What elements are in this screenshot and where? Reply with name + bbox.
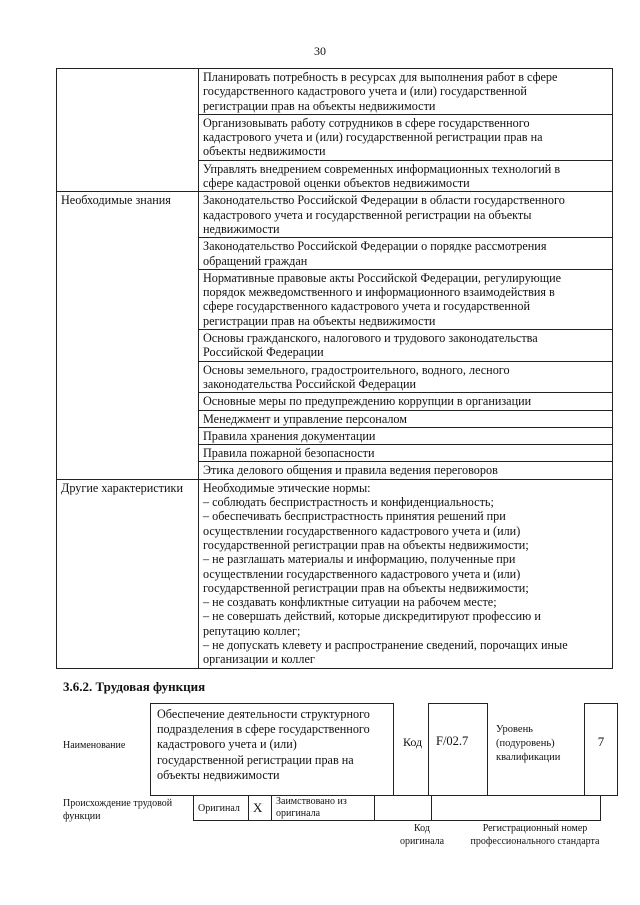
- content-line: регистрации прав на объекты недвижимости: [203, 313, 436, 328]
- content-line: Правила хранения документации: [203, 428, 376, 443]
- content-line: Необходимые этические нормы:: [203, 480, 371, 495]
- content-line: Планировать потребность в ресурсах для выполнения работ в сфере: [203, 70, 558, 84]
- content-line: недвижимости: [203, 221, 280, 236]
- row-content: [199, 479, 613, 668]
- content-line: – не совершать действий, которые дискредитируют профессию и: [203, 609, 541, 624]
- code-caption-line: оригинала: [399, 836, 445, 847]
- table-row: [57, 479, 613, 668]
- content-line: Законодательство Российской Федерации о порядке рассмотрения: [203, 239, 547, 254]
- row-content: [199, 192, 613, 238]
- content-line: Организовывать работу сотрудников в сфере государственного: [203, 115, 530, 130]
- content-line: Российской Федерации: [203, 345, 324, 360]
- origin-label-line: функции: [63, 811, 101, 822]
- code-caption-line: Код: [414, 823, 430, 834]
- row-content: [199, 410, 613, 427]
- borrowed-line: Заимствовано из: [276, 796, 347, 807]
- row-label: [57, 69, 199, 192]
- content-line: государственной регистрации прав на объекты недвижимости;: [203, 537, 529, 552]
- qualification-level: 7: [584, 703, 618, 796]
- borrowed-label: [272, 796, 375, 821]
- content-line: Правила пожарной безопасности: [203, 446, 375, 461]
- original-code-cell: [375, 796, 432, 821]
- code-caption: [392, 822, 452, 848]
- content-line: законодательства Российской Федерации: [203, 376, 417, 391]
- level-label: [496, 723, 560, 765]
- code-label: Код: [403, 735, 423, 749]
- row-label: Другие характеристики: [57, 479, 199, 668]
- origin-table: [193, 795, 601, 821]
- content-line: порядок межведомственного и информационного взаимодействия в: [203, 285, 555, 300]
- row-content: [199, 330, 613, 362]
- content-line: сфере кадастровой оценки объектов недвижимости: [203, 176, 470, 191]
- original-label: Оригинал: [194, 796, 249, 821]
- row-content: [199, 114, 613, 160]
- original-mark: X: [249, 796, 272, 821]
- function-name-line: кадастрового учета и (или): [157, 737, 297, 752]
- table-row: [57, 192, 613, 238]
- row-content: [199, 427, 613, 444]
- content-line: обращений граждан: [203, 253, 308, 268]
- content-line: кадастрового учета и (или) государственной регистрации прав на: [203, 130, 543, 145]
- section-heading: 3.6.2. Трудовая функция: [63, 679, 206, 694]
- row-label: Необходимые знания: [57, 192, 199, 479]
- registration-number-cell: [432, 796, 601, 821]
- origin-label: [63, 797, 172, 823]
- row-content: [199, 445, 613, 462]
- page-number: 30: [314, 44, 326, 58]
- row-content: [199, 361, 613, 393]
- level-label-line: квалификации: [496, 752, 561, 763]
- content-line: организации и коллег: [203, 652, 315, 667]
- content-line: Основы земельного, градостроительного, водного, лесного: [203, 362, 510, 377]
- function-name-line: объекты недвижимости: [157, 767, 280, 782]
- function-name-line: подразделения в сфере государственного: [157, 722, 370, 737]
- function-name-line: Обеспечение деятельности структурного: [157, 707, 370, 721]
- content-line: Управлять внедрением современных информационных технологий в: [203, 161, 561, 176]
- content-line: осуществлении государственного кадастрового учета и (или): [203, 566, 521, 581]
- level-label-line: Уровень: [496, 724, 533, 735]
- function-name-line: государственной регистрации прав на: [157, 752, 354, 767]
- content-line: репутацию коллег;: [203, 623, 301, 638]
- row-content: [199, 160, 613, 192]
- content-line: – не допускать клевету и распространение сведений, порочащих иные: [203, 637, 568, 652]
- function-code: F/02.7: [428, 703, 488, 796]
- content-line: Основные меры по предупреждению коррупции в организации: [203, 394, 532, 409]
- name-label: Наименование: [63, 740, 126, 751]
- registration-caption-line: Регистрационный номер: [482, 823, 588, 834]
- content-line: осуществлении государственного кадастрового учета и (или): [203, 523, 521, 538]
- content-line: Основы гражданского, налогового и трудового законодательства: [203, 331, 538, 346]
- function-name-box: [150, 703, 394, 796]
- borrowed-line: оригинала: [276, 808, 321, 819]
- table-row: [57, 69, 613, 115]
- content-line: объекты недвижимости: [203, 144, 326, 159]
- content-line: государственной регистрации прав на объекты недвижимости;: [203, 580, 529, 595]
- content-line: Этика делового общения и правила ведения переговоров: [203, 463, 498, 478]
- content-line: – не разглашать материалы и информацию, полученные при: [203, 552, 516, 567]
- content-line: – не создавать конфликтные ситуации на рабочем месте;: [203, 595, 497, 610]
- row-content: [199, 69, 613, 115]
- content-line: Нормативные правовые акты Российской Федерации, регулирующие: [203, 270, 562, 285]
- content-line: Законодательство Российской Федерации в области государственного: [203, 193, 565, 208]
- row-content: [199, 269, 613, 329]
- content-line: кадастрового учета и государственной регистрации на объекты: [203, 207, 532, 222]
- registration-caption: [460, 822, 610, 848]
- origin-label-line: Происхождение трудовой: [63, 798, 173, 809]
- content-line: – соблюдать беспристрастность и конфиденциальность;: [203, 495, 494, 510]
- row-content: [199, 238, 613, 270]
- content-line: Менеджмент и управление персоналом: [203, 411, 407, 426]
- requirements-table: [56, 68, 613, 669]
- content-line: государственного кадастрового учета и (или) государственной: [203, 84, 527, 99]
- level-label-line: (подуровень): [496, 738, 555, 749]
- row-content: [199, 393, 613, 410]
- row-content: [199, 462, 613, 479]
- content-line: сфере государственного кадастрового учета и государственной: [203, 299, 531, 314]
- content-line: регистрации прав на объекты недвижимости: [203, 98, 436, 113]
- registration-caption-line: профессионального стандарта: [470, 836, 600, 847]
- content-line: – обеспечивать беспристрастность принятия решений при: [203, 509, 506, 524]
